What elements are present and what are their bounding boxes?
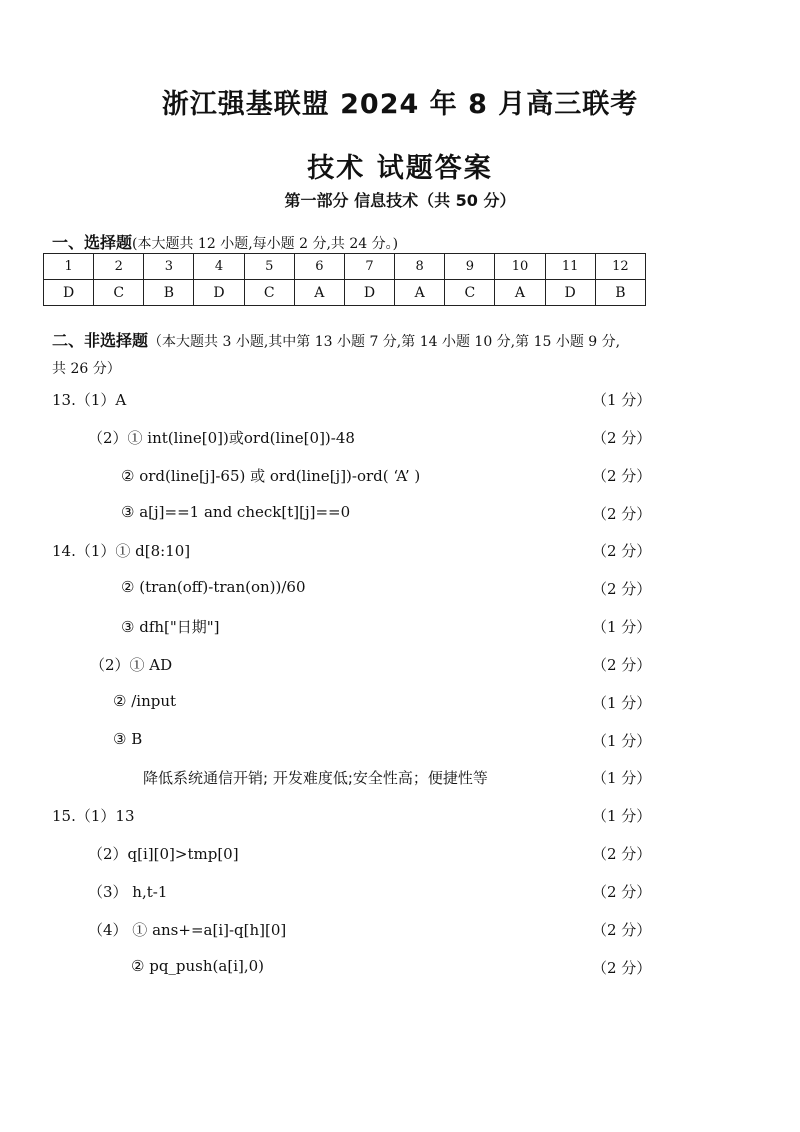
choice-answer-table	[43, 253, 646, 306]
answer-cell: A	[495, 280, 545, 306]
section2-note: （本大题共 3 小题,其中第 13 小题 7 分,第 14 小题 10 分,第 15 小题 9 分,	[148, 334, 621, 350]
answer-text: ② pq_push(a[i],0)	[131, 957, 265, 975]
answer-line	[0, 578, 800, 600]
question-number-cell: 2	[94, 254, 144, 280]
exam-title: 浙江强基联盟 2024 年 8 月高三联考	[161, 89, 639, 120]
section1-note: (本大题共 12 小题,每小题 2 分,共 24 分。)	[132, 236, 399, 252]
score-label: （2 分）	[592, 883, 652, 901]
score-label: （2 分）	[592, 467, 652, 485]
score-label: （2 分）	[592, 505, 652, 523]
answer-line	[0, 654, 800, 676]
answer-cell: D	[344, 280, 394, 306]
answer-line	[0, 616, 800, 638]
question-number-cell: 3	[144, 254, 194, 280]
section1-heading: 一、选择题	[52, 233, 133, 252]
answer-cell: D	[194, 280, 244, 306]
answer-line	[0, 389, 800, 411]
answer-line	[0, 767, 800, 789]
answer-text: （4） ① ans+=a[i]-q[h][0]	[88, 921, 287, 939]
answer-cell: C	[445, 280, 495, 306]
score-label: （1 分）	[592, 732, 652, 750]
question-number-cell: 12	[595, 254, 645, 280]
section2-note-cont: 共 26 分）	[52, 361, 121, 377]
exam-subtitle: 技术 试题答案	[307, 153, 493, 184]
answer-text: ③ B	[113, 730, 143, 748]
answer-text: 14.（1）① d[8:10]	[52, 542, 191, 560]
answer-line	[0, 843, 800, 865]
score-label: （2 分）	[592, 656, 652, 674]
answer-line	[0, 427, 800, 449]
score-label: （2 分）	[592, 921, 652, 939]
score-label: （2 分）	[592, 580, 652, 598]
section2-heading: 二、非选择题	[52, 331, 149, 350]
score-label: （1 分）	[592, 618, 652, 636]
answer-line	[0, 805, 800, 827]
answer-text: ③ a[j]==1 and check[t][j]==0	[121, 503, 351, 521]
question-number-cell: 9	[445, 254, 495, 280]
answer-text: （2）① int(line[0])或ord(line[0])-48	[88, 429, 355, 447]
score-label: （2 分）	[592, 542, 652, 560]
question-number-cell: 8	[395, 254, 445, 280]
answer-line	[0, 957, 800, 979]
answer-text: ② ord(line[j]-65) 或 ord(line[j])-ord( ‘A’ )	[121, 467, 421, 485]
answer-cell: A	[395, 280, 445, 306]
question-number-cell: 7	[344, 254, 394, 280]
score-label: （1 分）	[592, 769, 652, 787]
answer-text: 15.（1）13	[52, 807, 135, 825]
answer-line	[0, 881, 800, 903]
section1-title	[52, 230, 398, 253]
question-number-cell: 4	[194, 254, 244, 280]
answer-line	[0, 692, 800, 714]
question-number-cell: 10	[495, 254, 545, 280]
answer-line	[0, 919, 800, 941]
answer-text: ② /input	[113, 692, 177, 710]
score-label: （2 分）	[592, 429, 652, 447]
answer-cell: A	[294, 280, 344, 306]
answer-text: 13.（1）A	[52, 391, 127, 409]
answer-cell: D	[545, 280, 595, 306]
answer-text: （3） h,t-1	[88, 883, 168, 901]
question-number-row	[44, 254, 646, 280]
question-number-cell: 1	[44, 254, 94, 280]
answer-text: ② (tran(off)-tran(on))/60	[121, 578, 306, 596]
answer-text: 降低系统通信开销; 开发难度低;安全性高；便捷性等	[143, 769, 488, 787]
answer-row	[44, 280, 646, 306]
answer-line	[0, 503, 800, 525]
answer-text: （2）① AD	[90, 656, 173, 674]
answer-line	[0, 730, 800, 752]
part-heading: 第一部分 信息技术（共 50 分）	[284, 191, 516, 210]
answer-cell: C	[244, 280, 294, 306]
answer-cell: C	[94, 280, 144, 306]
score-label: （1 分）	[592, 807, 652, 825]
question-number-cell: 6	[294, 254, 344, 280]
score-label: （1 分）	[592, 391, 652, 409]
answer-text: （2）q[i][0]>tmp[0]	[88, 845, 239, 863]
answer-cell: B	[144, 280, 194, 306]
answer-cell: D	[44, 280, 94, 306]
answer-line	[0, 540, 800, 562]
answer-cell: B	[595, 280, 645, 306]
question-number-cell: 11	[545, 254, 595, 280]
score-label: （2 分）	[592, 845, 652, 863]
question-number-cell: 5	[244, 254, 294, 280]
score-label: （1 分）	[592, 694, 652, 712]
answer-line	[0, 465, 800, 487]
answer-text: ③ dfh["日期"]	[121, 618, 220, 636]
section2-title	[52, 328, 620, 351]
score-label: （2 分）	[592, 959, 652, 977]
